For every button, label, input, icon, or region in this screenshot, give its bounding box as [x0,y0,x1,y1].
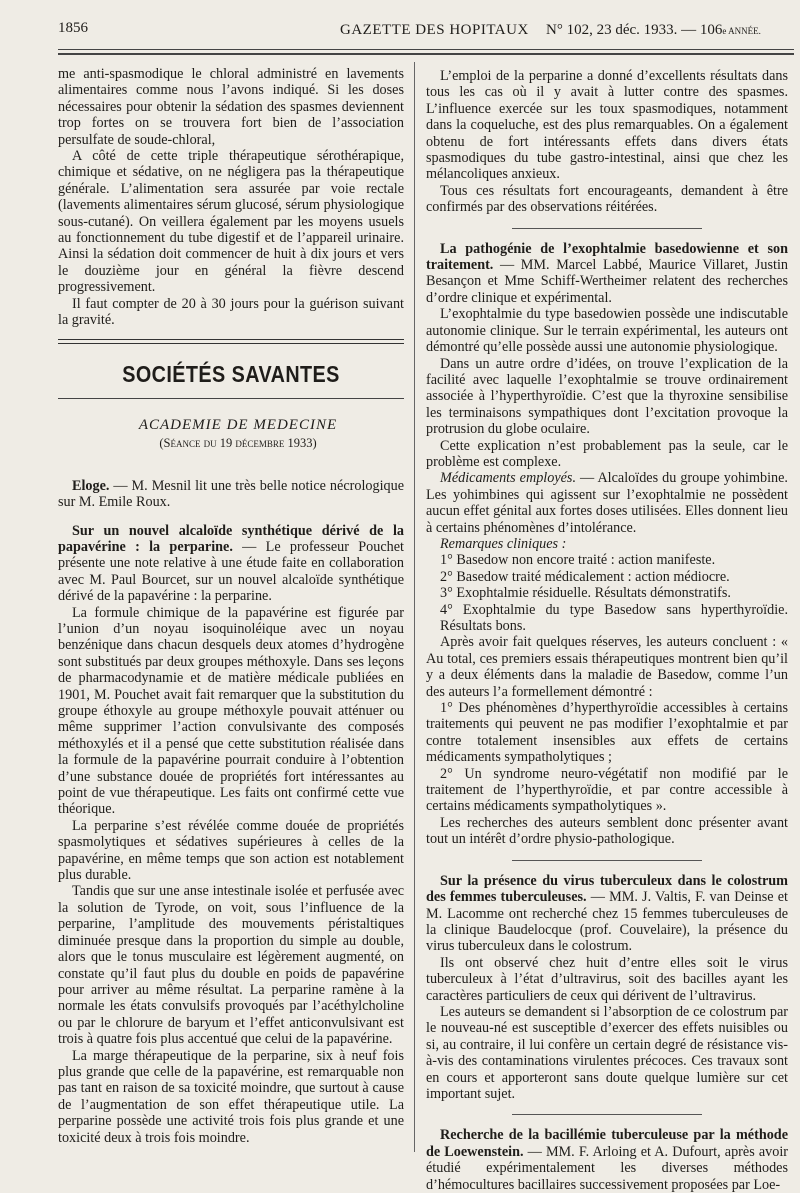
issue-info: N° 102, 23 déc. 1933. — 106e ANNÉE. [546,22,761,38]
header-rule-thick [58,53,794,55]
page-number: 1856 [58,20,88,36]
paragraph: 1° Des phénomènes d’hyperthyroïdie accessibles à certains traitements qui peuvent ne pas modifier l’exophtalmie et par contre totalement insensibles aux effets de certains médicaments sympatholytiques ; [426,700,788,766]
paragraph: me anti-spasmodique le chloral administré en lavements alimentaires comme nous l’avons indiqué. Si les doses nécessaires pour obtenir la sédation des spasmes deviennent trop fortes on se trouvera fort bien de l’association persulfate de soude-chloral, [58,66,404,148]
publication-title: GAZETTE DES HOPITAUX [340,22,529,38]
paragraph: 2° Un syndrome neuro-végétatif non modifié par le traitement de l’hyperthyroïdie, et par contre accessible à certains médicaments sympatholytiques ». [426,765,788,815]
column-divider [414,62,415,1152]
issue-year-suffix: e ANNÉE. [722,26,761,36]
paragraph: Les recherches des auteurs semblent donc présenter avant tout un intérêt d’ordre physio-pathologique. [426,814,788,848]
eloge-heading: Eloge. [72,477,110,494]
list-item: 3° Exophtalmie résiduelle. Résultats démonstratifs. [440,585,731,602]
virus-paragraph: Sur la présence du virus tuberculeux dans le colostrum des femmes tuberculeuses. — MM. J. Valtis, F. van Deinse et M. Lacomme ont recherché chez 15 femmes tuberculeuses de la clinique Baudelocque (prof. Couvelaire), la présence du virus tuberculeux dans le colostrum. [426,872,788,955]
paragraph: Les auteurs se demandent si l’absorption de ce colostrum par le nouveau-né est susceptible d’exercer des effets nuisibles ou si, au contraire, il lui confère un certain degré de résistance vis-à-vis des contaminations virulentes précoces. Ces travaux sont en cours et apporteront sans doute quelque lumière sur cet important sujet. [426,1003,788,1102]
alcaloide-heading: Sur un nouvel alcaloïde synthétique dérivé de la papavérine : la perparine. [58,522,404,555]
paragraph: Après avoir fait quelques réserves, les auteurs concluent : « Au total, ces premiers essais thérapeutiques montrent bien qu’il y a deux éléments dans la maladie de Basedow, comme l’un des auteurs l’a formellement démontré : [426,634,788,700]
paragraph: A côté de cette triple thérapeutique sérothérapique, chimique et sédative, on ne négligera pas la thérapeutique générale. L’alimentation sera assurée par voie rectale (lavements alimentaires sérum glucosé, sérum physiologique sous-cutané). On veillera également par les moyens usuels au fonctionnement du tube digestif et de l’appareil urinaire. Ainsi la sédation doit commencer de huit à dix jours et vers le douzième jour en général la fièvre descend progressivement. [58,148,404,296]
remarks-heading: Remarques cliniques : [440,535,567,552]
list-item: 2° Basedow traité médicalement : action médiocre. [440,568,730,585]
alcaloide-paragraph: Sur un nouvel alcaloïde synthétique dérivé de la papavérine : la perparine. — Le professeur Pouchet présente une note relative à une étude faite en collaboration avec M. Paul Bourcet, sur un nouvel alcaloïde synthétique dérivé de la papavérine : la perparine. [58,522,404,605]
bacillemie-heading: Recherche de la bacillémie tuberculeuse par la méthode de Loewenstein. [426,1127,788,1160]
medicaments-paragraph: Médicaments employés. — Alcaloïdes du groupe yohimbine. Les yohimbines qui agissent sur l’exophtalmie ne possèdent aucun effet génital aux fortes doses utilisées. Elles donnent lieu à certains phénomènes d’intolérance. [426,470,788,536]
paragraph: L’emploi de la perparine a donné d’excellents résultats dans tous les cas où il y avait à lutter contre des spasmes. L’influence exercée sur les toux spasmodiques, notamment dans la coqueluche, est des plus remarquables. On a également obtenu de fort intéressants effets dans divers états spasmodiques du tube gastro-intestinal, ainsi que chez les mélancoliques anxieux. [426,68,788,183]
list-item: 4° Exophtalmie du type Basedow sans hyperthyroïdie. Résultats bons. [440,601,788,634]
paragraph: Tandis que sur une anse intestinale isolée et perfusée avec la solution de Tyrode, on voit, sous l’influence de la perparine, l’amplitude des mouvements péristaltiques diminuée presque dans la proportion du simple au double, alors que le tonus musculaire est légèrement augmenté, on constate qu’il faut plus du double en poids de papavérine pour arriver au même résultat. La perparine ramène à la normale les états convulsifs provoqués par l’acéthylcholine ou par le chlorure de baryum et l’effet anticonvulsivant est trois à quatre fois plus accentué que celui de la papavérine. [58,883,404,1048]
paragraph: Tous ces résultats fort encourageants, demandent à être confirmés par des observations réitérées. [426,182,788,216]
eloge-paragraph: Eloge. — M. Mesnil lit une très belle notice nécrologique sur M. Emile Roux. [58,477,404,511]
academy-heading: ACADEMIE DE MEDECINE [138,416,338,433]
list-item: 1° Basedow non encore traité : action manifeste. [440,552,716,569]
paragraph: Ils ont observé chez huit d’entre elles soit le virus tuberculeux à l’état d’ultravirus, soit des bacilles ayant les caractères particuliers de ceux qui dérivent de l’ultravirus. [426,954,788,1004]
virus-heading: Sur la présence du virus tuberculeux dans le colostrum des femmes tuberculeuses. [426,872,788,906]
pathogenie-heading: La pathogénie de l’exophtalmie basedowienne et son traitement. [426,240,788,274]
article-separator [512,1114,702,1115]
bacillemie-paragraph: Recherche de la bacillémie tuberculeuse par la méthode de Loewenstein. — MM. F. Arloing et A. Dufourt, après avoir étudié expérimentalement les diverses méthodes d’hémocultures bacillaires successivement proposées par Loe- [426,1127,788,1193]
section-rule [58,339,404,344]
paragraph: Cette explication n’est probablement pas la seule, car le problème est complexe. [426,437,788,470]
paragraph: L’exophtalmie du type basedowien possède une indiscutable autonomie clinique. Sur le terrain expérimental, les auteurs ont démontré qu’elle possède aussi une autonomie physiologique. [426,306,788,356]
header-rule [58,49,794,50]
paragraph: Dans un autre ordre d’idées, on trouve l’explication de la facilité avec laquelle l’exophtalmie se trouve ordinairement associée à l’hyperthyroïdie. C’est que la thyroxine sensibilise les terminaisons sympathiques dont l’excitation provoque la protrusion du globe oculaire. [426,355,788,438]
medicaments-heading: Médicaments employés. [440,470,576,487]
session-date: (Séance du 19 décembre 1933) [159,436,317,451]
left-column [58,66,404,1146]
paragraph: Il faut compter de 20 à 30 jours pour la guérison suivant la gravité. [58,295,404,329]
spacer [58,511,404,523]
remarks-list [426,552,788,634]
article-separator [512,228,702,229]
pathogenie-paragraph: La pathogénie de l’exophtalmie basedowienne et son traitement. — MM. Marcel Labbé, Maurice Villaret, Justin Besançon et Mme Schiff-Wertheimer relatent des recherches d’ordre clinique et expérimental. [426,240,788,306]
paragraph: La formule chimique de la papavérine est figurée par l’union d’un noyau isoquinoléique avec un noyau benzénique dans chacun desquels deux atomes d’hydrogène sont substitués par deux groupes méthoxyle. Dans ses leçons de pharmacodynamie et de matière médicale publiées en 1901, M. Pouchet avait fait remarquer que la substitution du groupe éthoxyle au groupe méthoxyle pouvait atténuer ou même supprimer l’action convulsivante des composés méthoxylés et il a pensé que cette substitution réalisée dans la formule de la papavérine pourrait conduire à l’obtention d’une substance douée de propriétés fort intéressantes au point de vue thérapeutique. Les faits ont confirmé cette vue théorique. [58,604,404,818]
section-title: SOCIÉTÉS SAVANTES [122,360,340,387]
right-column [426,68,788,1193]
paragraph: La perparine s’est révélée comme douée de propriétés spasmolytiques et sédatives supérieures à celles de la papavérine, en même temps que son action est notablement plus durable. [58,817,404,884]
paragraph: La marge thérapeutique de la perparine, six à neuf fois plus grande que celle de la papavérine, est remarquable non pas tant en raison de sa toxicité moindre, que surtout à cause de l’augmentation de son effet thérapeutique utile. La perparine possède une activité trois fois plus grande et une toxicité deux à trois fois moindre. [58,1047,404,1146]
article-separator [512,860,702,861]
section-subrule [58,398,404,399]
